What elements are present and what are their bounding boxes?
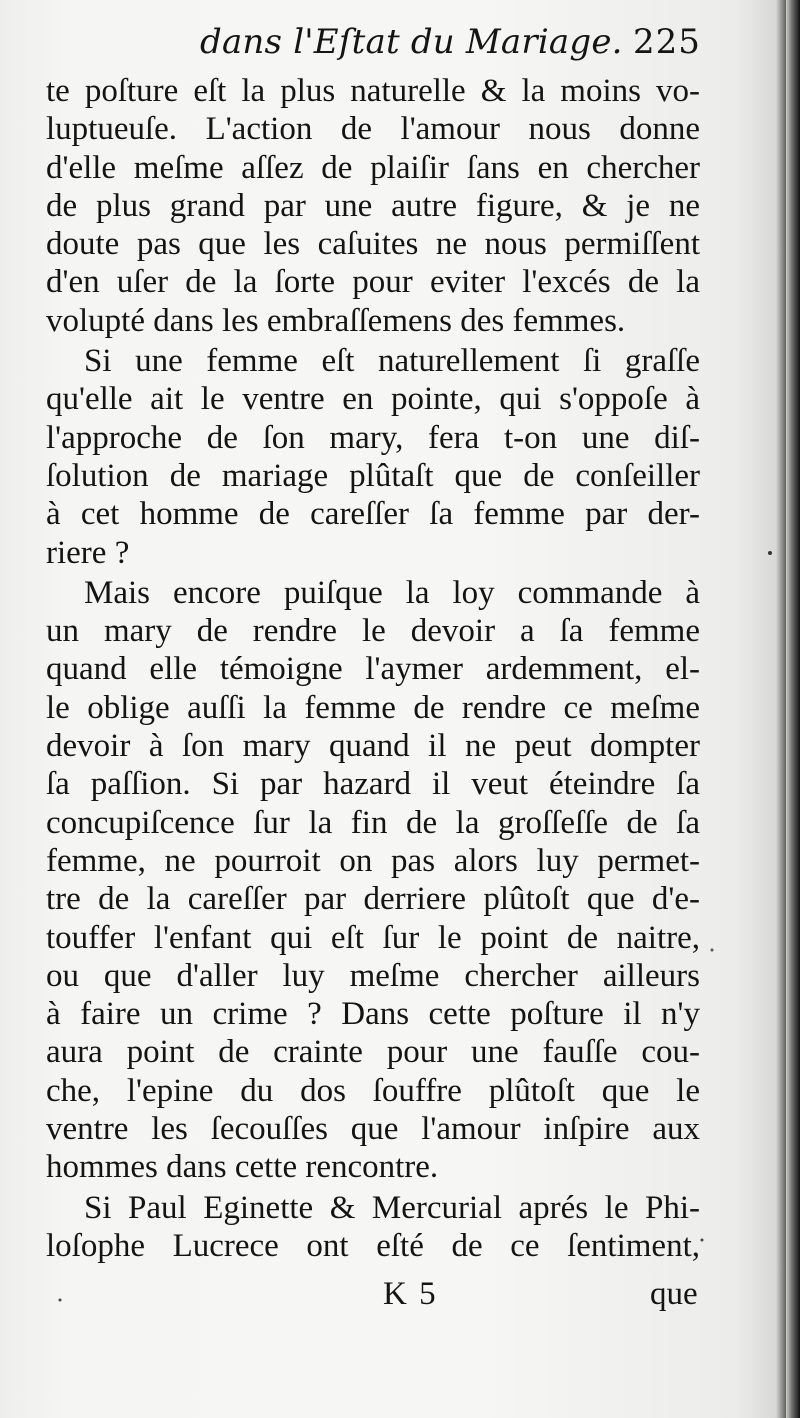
text-line: femme, ne pourroit on pas alors luy permet- — [46, 842, 700, 879]
text-line: un mary de rendre le devoir a ſa femme — [46, 613, 700, 650]
body-text — [46, 72, 700, 1265]
text-line: d'elle meſme aſſez de plaiſir ſans en chercher — [46, 149, 700, 186]
text-line: Mais encore puiſque la loy commande à — [84, 574, 700, 611]
text-line: devoir à ſon mary quand il ne peut dompter — [46, 728, 700, 765]
text-line: quand elle témoigne l'aymer ardemment, el- — [46, 651, 700, 688]
text-line: riere ? — [46, 534, 130, 571]
page-header — [0, 22, 800, 70]
text-line: Si Paul Eginette & Mercurial aprés le Phi- — [84, 1189, 700, 1226]
text-line: de plus grand par une autre figure, & je ne — [46, 187, 700, 224]
text-line: volupté dans les embraſſemens des femmes. — [46, 302, 626, 339]
text-line: à faire un crime ? Dans cette poſture il n'y — [46, 996, 700, 1033]
signature-mark: K 5 — [383, 1276, 438, 1312]
text-line: ou que d'aller luy meſme chercher ailleurs — [46, 957, 700, 994]
text-line: loſophe Lucrece ont eſté de ce ſentiment, — [46, 1227, 700, 1264]
text-line: che, l'epine du dos ſouffre plûtoſt que le — [46, 1072, 700, 1109]
text-line: qu'elle ait le ventre en pointe, qui s'oppoſe à — [46, 381, 700, 418]
page-number: 225 — [633, 22, 701, 62]
text-line: doute pas que les caſuites ne nous permiſſent — [46, 226, 700, 263]
text-line: l'approche de ſon mary, fera t-on une diſ- — [46, 419, 700, 456]
text-line: aura point de crainte pour une fauſſe cou- — [46, 1034, 700, 1071]
catchword: que — [650, 1276, 698, 1312]
text-line: Si une femme eſt naturellement ſi graſſe — [84, 343, 700, 380]
page-footer — [0, 1276, 800, 1316]
text-line: hommes dans cette rencontre. — [46, 1149, 439, 1186]
text-line: ventre les ſecouſſes que l'amour inſpire aux — [46, 1111, 700, 1148]
text-line: ſa paſſion. Si par hazard il veut éteindre ſa — [46, 766, 700, 803]
text-line: à cet homme de careſſer ſa femme par der- — [46, 496, 700, 533]
text-line: luptueuſe. L'action de l'amour nous donne — [46, 111, 700, 148]
text-line: ſolution de mariage plûtaſt que de conſeiller — [46, 457, 700, 494]
text-line: te poſture eſt la plus naturelle & la moins vo- — [46, 73, 700, 109]
running-title: dans l'Eſtat du Mariage. — [200, 22, 623, 62]
text-line: le oblige auſſi la femme de rendre ce meſme — [46, 689, 700, 726]
text-line: touffer l'enfant qui eſt ſur le point de naitre, — [46, 919, 700, 956]
text-line: d'en uſer de la ſorte pour eviter l'excés de la — [46, 264, 700, 301]
text-line: tre de la careſſer par derriere plûtoſt que d'e- — [46, 881, 700, 918]
page-edge-shadow — [786, 0, 800, 1418]
text-line: concupiſcence ſur la fin de la groſſeſſe de ſa — [46, 804, 700, 841]
